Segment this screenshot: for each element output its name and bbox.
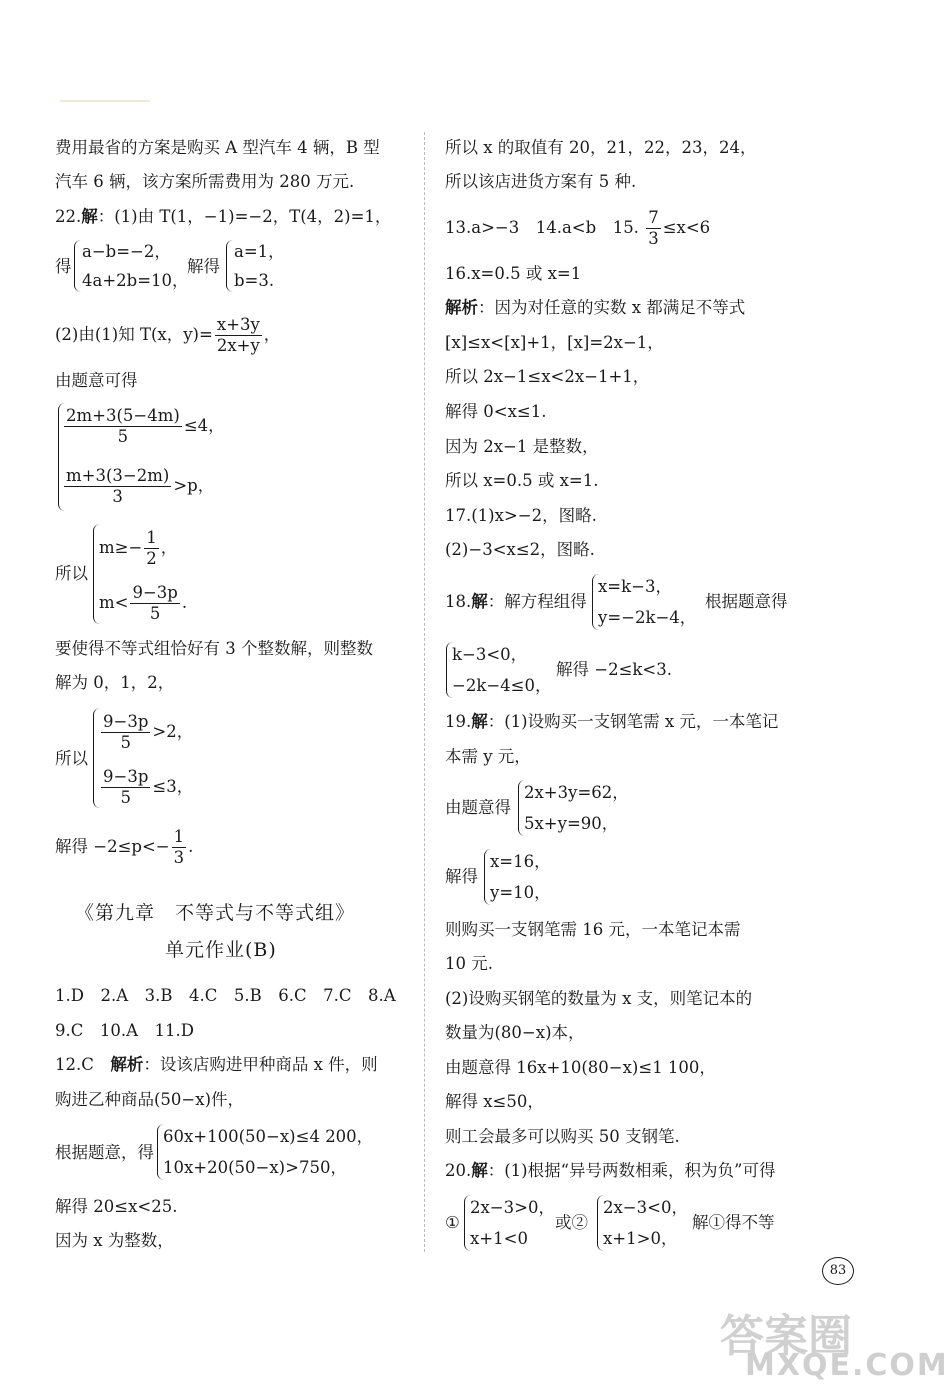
text-line: 要使得不等式组恰好有 3 个整数解，则整数: [55, 639, 373, 658]
text: 13.a>−3 14.a<b 15.: [445, 218, 645, 237]
chapter-title: 《第九章 不等式与不等式组》: [75, 902, 356, 924]
numerator: 1: [146, 528, 157, 547]
question-number: 18.: [445, 592, 472, 611]
text: ≤4，: [183, 416, 225, 435]
text: 解得 −2≤k<3.: [556, 660, 672, 679]
text: 解得 −2≤p<−: [55, 837, 170, 856]
fraction: [130, 583, 179, 624]
question-22-line: [55, 206, 391, 228]
text: .: [188, 837, 194, 856]
text: ：因为对任意的实数 x 都满足不等式: [478, 298, 746, 317]
denominator: 5: [149, 604, 161, 623]
text-line: 所以 x 的取值有 20，21，22，23，24，: [445, 138, 757, 157]
equation: y=10，: [490, 883, 551, 902]
text: ：(1)设购买一支钢笔需 x 元，一本笔记: [487, 712, 779, 731]
denominator: 5: [117, 427, 129, 446]
text-line: 费用最省的方案是购买 A 型汽车 4 辆，B 型: [55, 138, 380, 157]
equation: a=1，: [234, 242, 285, 261]
inequality: [99, 526, 177, 570]
question-19-line: [445, 711, 778, 733]
fraction: [64, 466, 171, 507]
inequality: [99, 581, 187, 625]
text-line: 所以 2x−1≤x<2x−1+1，: [445, 367, 650, 386]
text-line: 所以该店进货方案有 5 种.: [445, 172, 637, 191]
question-number: 19.: [445, 712, 472, 731]
text: 由题意可得: [55, 371, 138, 390]
text: ：设该店购进甲种商品 x 件，则: [143, 1055, 378, 1074]
text-line: 因为 x 为整数，: [55, 1231, 174, 1250]
analysis-label: 解析: [445, 298, 478, 317]
answer-line: 1.D 2.A 3.B 4.C 5.B 6.C 7.C 8.A: [55, 986, 396, 1005]
inequality: 10x+20(50−x)>750，: [163, 1158, 347, 1177]
text: ≤x<6: [662, 218, 711, 237]
page-number: 83: [822, 1257, 854, 1285]
fraction: [215, 315, 262, 356]
numerator: 2m+3(5−4m): [66, 406, 180, 425]
inequality: [62, 404, 225, 448]
denominator: 3: [648, 229, 659, 248]
numerator: 9−3p: [132, 583, 178, 602]
solution-label: 解: [471, 712, 488, 731]
text: >2，: [152, 722, 194, 741]
equation: 2x+3y=62，: [524, 783, 629, 802]
numerator: 1: [173, 827, 185, 846]
text: 所以: [55, 749, 88, 768]
numerator: x+3y: [216, 315, 260, 334]
text: >p，: [173, 476, 215, 495]
text: 解得: [187, 257, 220, 276]
numerator: 9−3p: [103, 712, 149, 731]
equation: 5x+y=90，: [524, 814, 619, 833]
text: 根据题意，得: [55, 1143, 154, 1162]
fraction: [64, 406, 182, 447]
text: 由题意得: [445, 798, 511, 817]
solution-label: 解: [81, 207, 98, 226]
formula-line: [55, 313, 280, 357]
answer-line: 17.(1)x>−2，图略.: [445, 506, 597, 525]
text-line: 由题意得 16x+10(80−x)≤1 100，: [445, 1058, 716, 1077]
denominator: 2: [146, 549, 157, 568]
answer-line: (2)−3<x≤2，图略.: [445, 540, 595, 559]
text: 解①得不等: [692, 1213, 775, 1232]
solution-label: 解: [471, 592, 488, 611]
text: 根据题意得: [705, 592, 788, 611]
inequality: [99, 765, 193, 809]
question-number: 12.C: [55, 1055, 111, 1074]
solution-label: 解: [471, 1161, 488, 1180]
text-line: 因为 2x−1 是整数，: [445, 437, 599, 456]
text: ，: [263, 325, 281, 344]
fraction: [101, 712, 150, 753]
denominator: 5: [120, 788, 131, 807]
watermark-logo: 答案圈: [720, 1311, 852, 1362]
equation: b=3.: [234, 271, 275, 290]
equation: 4a+2b=10，: [82, 271, 189, 290]
text: ①: [445, 1213, 460, 1232]
inequality: [62, 464, 214, 508]
question-number: 22.: [55, 207, 82, 226]
numerator: 7: [648, 208, 659, 227]
text: ：(1)由 T(1，−1)=−2，T(4，2)=1，: [97, 207, 392, 226]
equation: x=k−3，: [598, 577, 672, 596]
text-line: 汽车 6 辆，该方案所需费用为 280 万元.: [55, 172, 355, 191]
text-line: 本需 y 元，: [445, 747, 531, 766]
text: .: [181, 593, 188, 612]
answer-line: [445, 206, 710, 250]
question-20-line: [445, 1160, 776, 1182]
column-divider: [424, 132, 425, 1252]
inequality: −2k−4≤0，: [452, 676, 552, 695]
denominator: 5: [120, 733, 131, 752]
text-line: 则工会最多可以购买 50 支钢笔.: [445, 1127, 680, 1146]
top-decoration: [60, 100, 150, 102]
text-line: (2)设购买钢笔的数量为 x 支，则笔记本的: [445, 989, 753, 1008]
question-12-line: [55, 1054, 378, 1076]
inequality: 2x−3>0，: [470, 1198, 555, 1217]
text-line: 所以 x=0.5 或 x=1.: [445, 471, 599, 490]
analysis-label: 解析: [110, 1055, 144, 1074]
fraction: [144, 528, 159, 569]
fraction: [646, 208, 661, 249]
text-line: 则购买一支钢笔需 16 元，一本笔记本需: [445, 920, 741, 939]
inequality: 60x+100(50−x)≤4 200，: [163, 1127, 374, 1146]
equation: y=−2k−4，: [598, 608, 697, 627]
text: ：(1)根据“异号两数相乘，积为负”可得: [487, 1161, 776, 1180]
analysis-line: [445, 297, 745, 319]
text-line: 解得 20≤x<25.: [55, 1197, 178, 1216]
denominator: 3: [112, 487, 123, 506]
system-brace: [74, 240, 81, 292]
unit-title: 单元作业(B): [165, 939, 277, 961]
text: 或②: [555, 1213, 588, 1232]
denominator: 3: [173, 848, 185, 867]
fraction: [172, 827, 187, 868]
text: m<: [99, 593, 129, 612]
answer-line: 9.C 10.A 11.D: [55, 1021, 194, 1040]
question-18-line: [445, 591, 587, 613]
denominator: 2x+y: [216, 336, 260, 355]
numerator: m+3(3−2m): [66, 466, 170, 485]
numerator: 9−3p: [103, 767, 149, 786]
text-line: 解得 x≤50，: [445, 1092, 544, 1111]
text: 得: [55, 257, 72, 276]
equation: a−b=−2，: [82, 242, 171, 261]
answer-line: 16.x=0.5 或 x=1: [445, 264, 582, 283]
text: (2)由(1)知 T(x，y)=: [55, 325, 213, 344]
text-line: 数量为(80−x)本，: [445, 1023, 585, 1042]
text-line: [x]≤x<[x]+1，[x]=2x−1，: [445, 333, 664, 352]
inequality: x+1>0，: [603, 1229, 678, 1248]
text-line: 购进乙种商品(50−x)件，: [55, 1090, 245, 1109]
inequality: 2x−3<0，: [603, 1198, 688, 1217]
inequality: x+1<0: [470, 1229, 528, 1248]
text-line: 10 元.: [445, 954, 493, 973]
text: m≥−: [99, 538, 143, 557]
question-number: 20.: [445, 1161, 472, 1180]
text-line: 解得 0<x≤1.: [445, 402, 547, 421]
text: ≤3，: [152, 777, 194, 796]
text: 解得: [445, 867, 478, 886]
system-brace: [226, 240, 233, 292]
text-line: 解为 0，1，2，: [55, 673, 175, 692]
fraction: [101, 767, 150, 808]
text: ：解方程组得: [487, 592, 587, 611]
text: 所以: [55, 564, 88, 583]
text: ，: [160, 538, 178, 557]
equation: x=16，: [490, 852, 551, 871]
watermark-url: MXQE.COM: [745, 1348, 949, 1383]
inequality: k−3<0，: [452, 645, 528, 664]
formula-line: [55, 825, 193, 869]
inequality: [99, 710, 193, 754]
